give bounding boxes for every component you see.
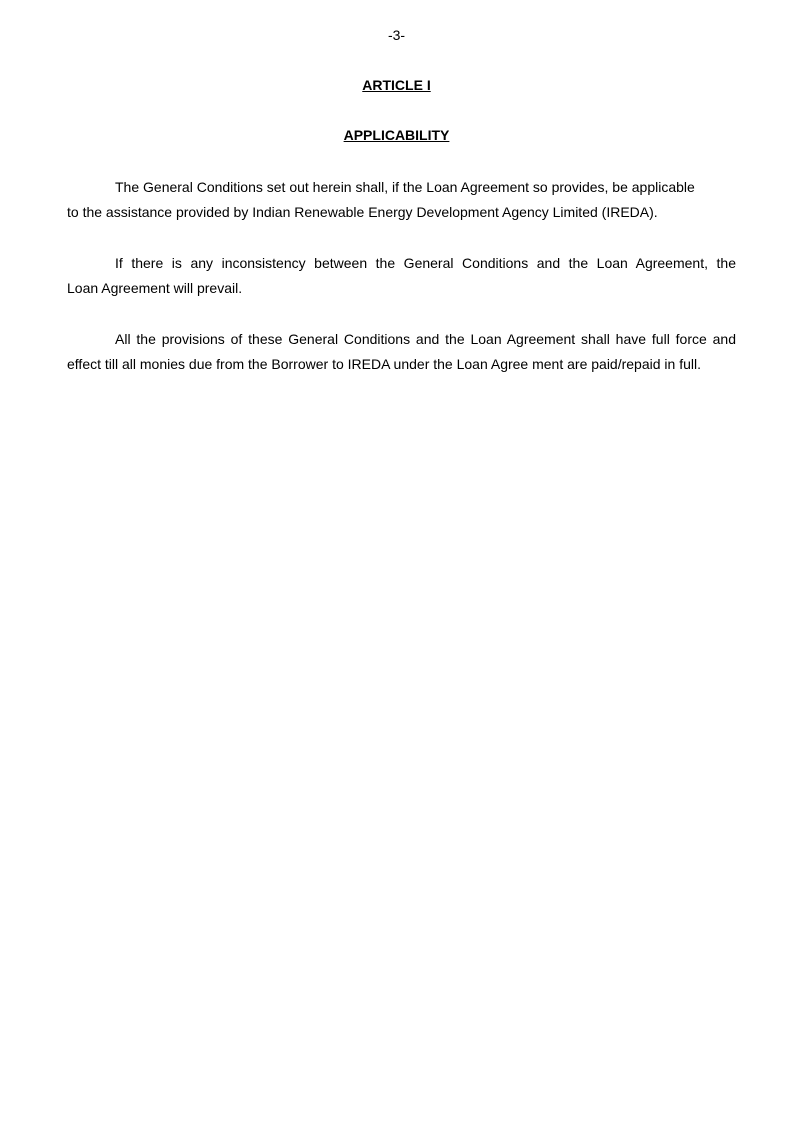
paragraph-1-line-2: to the assistance provided by Indian Renewable Energy Development Agency Limited (IREDA). — [67, 204, 658, 220]
paragraph-2-line-1: If there is any inconsistency between the General Conditions and the Loan Agreement, the — [115, 255, 736, 271]
page-number: -3- — [387, 27, 406, 43]
paragraph-3-line-1: All the provisions of these General Conditions and the Loan Agreement shall have full force and — [115, 331, 736, 347]
paragraph-3-line-2: effect till all monies due from the Borrower to IREDA under the Loan Agree ment are paid/repaid in full. — [67, 356, 701, 372]
section-title: APPLICABILITY — [343, 127, 450, 143]
paragraph-2-line-2: Loan Agreement will prevail. — [67, 280, 243, 296]
paragraph-1-line-1: The General Conditions set out herein shall, if the Loan Agreement so provides, be applicable — [115, 179, 695, 195]
article-title: ARTICLE I — [362, 77, 431, 93]
